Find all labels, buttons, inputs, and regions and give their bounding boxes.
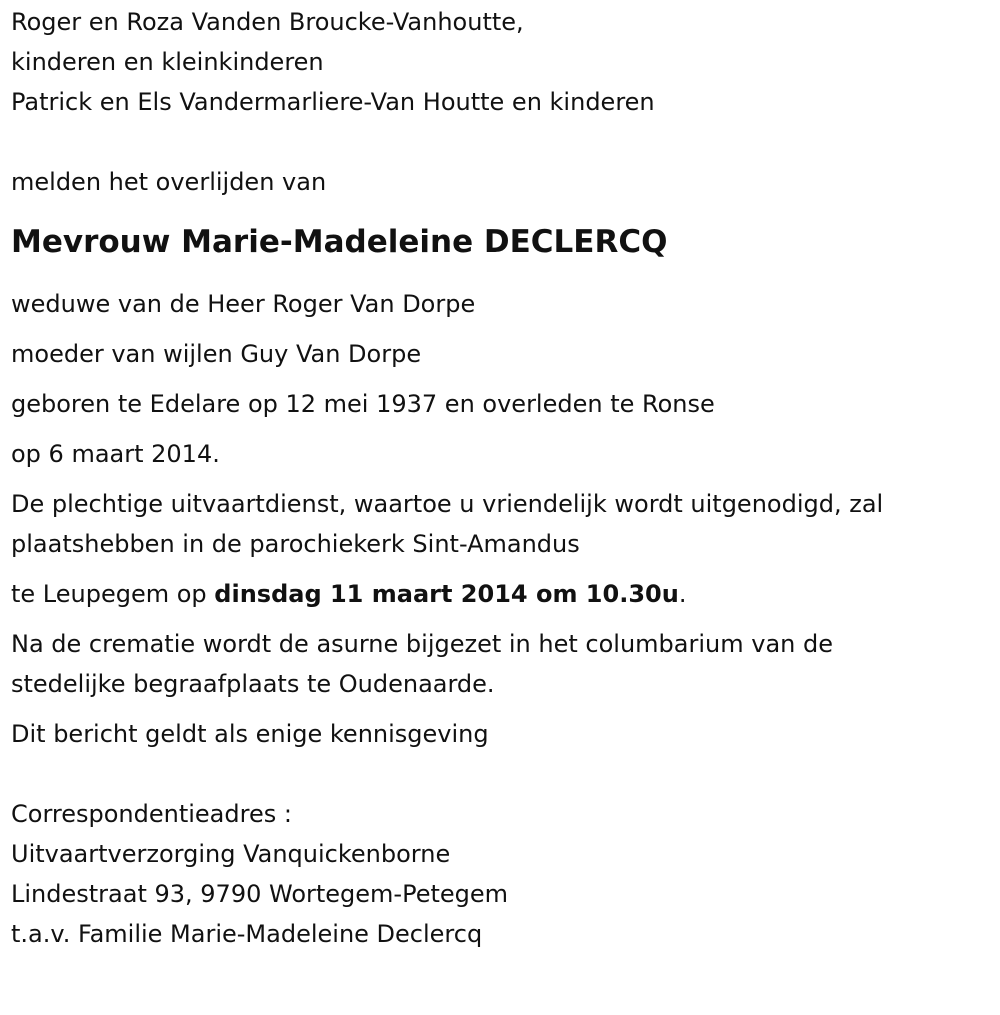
announcer-line: kinderen en kleinkinderen: [11, 48, 324, 76]
correspondence-label: Correspondentieadres :: [11, 800, 292, 828]
cremation-line: Na de crematie wordt de asurne bijgezet in het columbarium van de: [11, 630, 833, 658]
service-text: [11, 484, 991, 564]
intro-text: melden het overlijden van: [11, 168, 327, 196]
service-line: De plechtige uitvaartdienst, waartoe u vriendelijk wordt uitgenodigd, zal: [11, 490, 884, 518]
service-datetime: dinsdag 11 maart 2014 om 10.30u: [214, 580, 679, 608]
detail-widow: weduwe van de Heer Roger Van Dorpe: [11, 290, 476, 318]
cremation-line: stedelijke begraafplaats te Oudenaarde.: [11, 670, 495, 698]
spacer: [11, 764, 991, 794]
correspondence-address: Lindestraat 93, 9790 Wortegem-Petegem: [11, 880, 509, 908]
details-block: [11, 284, 991, 474]
announcer-line: Patrick en Els Vandermarliere-Van Houtte en kinderen: [11, 88, 655, 116]
announcer-line: Roger en Roza Vanden Broucke-Vanhoutte,: [11, 8, 524, 36]
correspondence-block: [11, 794, 991, 954]
service-line: plaatshebben in de parochiekerk Sint-Amandus: [11, 530, 580, 558]
cremation-text: [11, 624, 991, 704]
deceased-name: Mevrouw Marie-Madeleine DECLERCQ: [11, 224, 668, 260]
death-notice: [11, 0, 991, 954]
detail-date: op 6 maart 2014.: [11, 440, 220, 468]
notice-only-text: Dit bericht geldt als enige kennisgeving: [11, 720, 489, 748]
spacer: [11, 122, 991, 162]
service-place-suffix: .: [678, 580, 687, 608]
detail-mother: moeder van wijlen Guy Van Dorpe: [11, 340, 422, 368]
announcers-block: [11, 2, 991, 122]
detail-born-died: geboren te Edelare op 12 mei 1937 en overleden te Ronse: [11, 390, 715, 418]
service-place: [11, 574, 991, 614]
correspondence-org: Uitvaartverzorging Vanquickenborne: [11, 840, 451, 868]
service-place-prefix: te Leupegem op: [11, 580, 215, 608]
correspondence-attention: t.a.v. Familie Marie-Madeleine Declercq: [11, 920, 483, 948]
